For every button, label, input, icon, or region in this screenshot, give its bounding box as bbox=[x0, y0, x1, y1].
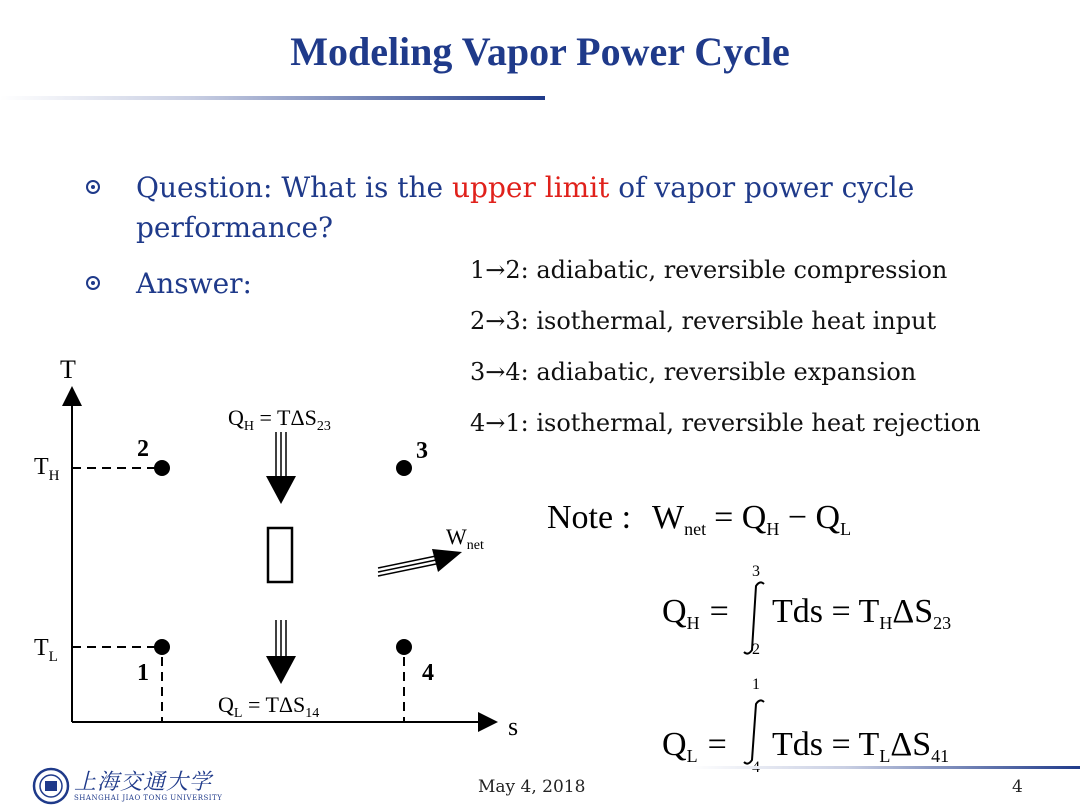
ql-label: $Q_L = T\Delta S_{14}$ bbox=[218, 692, 320, 721]
university-name-en: SHANGHAI JIAO TONG UNIVERSITY bbox=[74, 794, 223, 802]
label-point-4: 4 bbox=[422, 660, 434, 686]
bullet-answer-text: Answer: bbox=[136, 267, 252, 300]
footer-date: May 4, 2018 bbox=[478, 777, 586, 797]
bullet-question-text: Question: What is the upper limit of vapor power cycle performance? bbox=[136, 171, 915, 244]
qh-label: $Q_H = T\Delta S_{23}$ bbox=[228, 405, 331, 434]
wnet-label: $W_{net}$ bbox=[446, 524, 484, 553]
ql-equation-lhs: $Q_L$ = bbox=[662, 726, 727, 766]
process-step-4: 4→1: isothermal, reversible heat rejection bbox=[470, 409, 981, 437]
integral-sign bbox=[744, 700, 764, 763]
ql-equation-rhs: Tds = $T_L\Delta S_{41}$ bbox=[772, 726, 950, 766]
university-logo bbox=[30, 765, 240, 807]
process-step-1: 1→2: adiabatic, reversible compression bbox=[470, 256, 948, 284]
qh-equation-rhs: Tds = $T_H\Delta S_{23}$ bbox=[772, 593, 952, 633]
qh-lower-limit: 2 bbox=[752, 641, 760, 658]
y-axis-label: T bbox=[60, 355, 76, 384]
slide-title: Modeling Vapor Power Cycle bbox=[290, 29, 790, 74]
highlight-text: upper limit bbox=[452, 171, 610, 204]
university-seal-icon bbox=[32, 767, 70, 805]
label-point-1: 1 bbox=[137, 660, 149, 686]
note-label: Note : bbox=[547, 499, 632, 536]
qh-equation-lhs: $Q_H$ = bbox=[662, 593, 729, 633]
tl-label: $T_L$ bbox=[34, 635, 58, 665]
label-point-2: 2 bbox=[137, 436, 149, 462]
qh-upper-limit: 3 bbox=[752, 563, 760, 580]
wnet-equation: $W_{net} = Q_H - Q_L$ bbox=[652, 499, 852, 539]
page-number: 4 bbox=[1012, 777, 1023, 797]
process-step-2: 2→3: isothermal, reversible heat input bbox=[470, 307, 937, 335]
footer-rule bbox=[690, 766, 1080, 769]
university-name-cn: 上海交通大学 bbox=[74, 770, 213, 795]
label-point-3: 3 bbox=[416, 438, 428, 464]
ql-upper-limit: 1 bbox=[752, 676, 760, 693]
process-step-3: 3→4: adiabatic, reversible expansion bbox=[470, 358, 917, 386]
x-axis-label: s bbox=[508, 712, 519, 741]
th-label: $T_H$ bbox=[34, 454, 60, 484]
